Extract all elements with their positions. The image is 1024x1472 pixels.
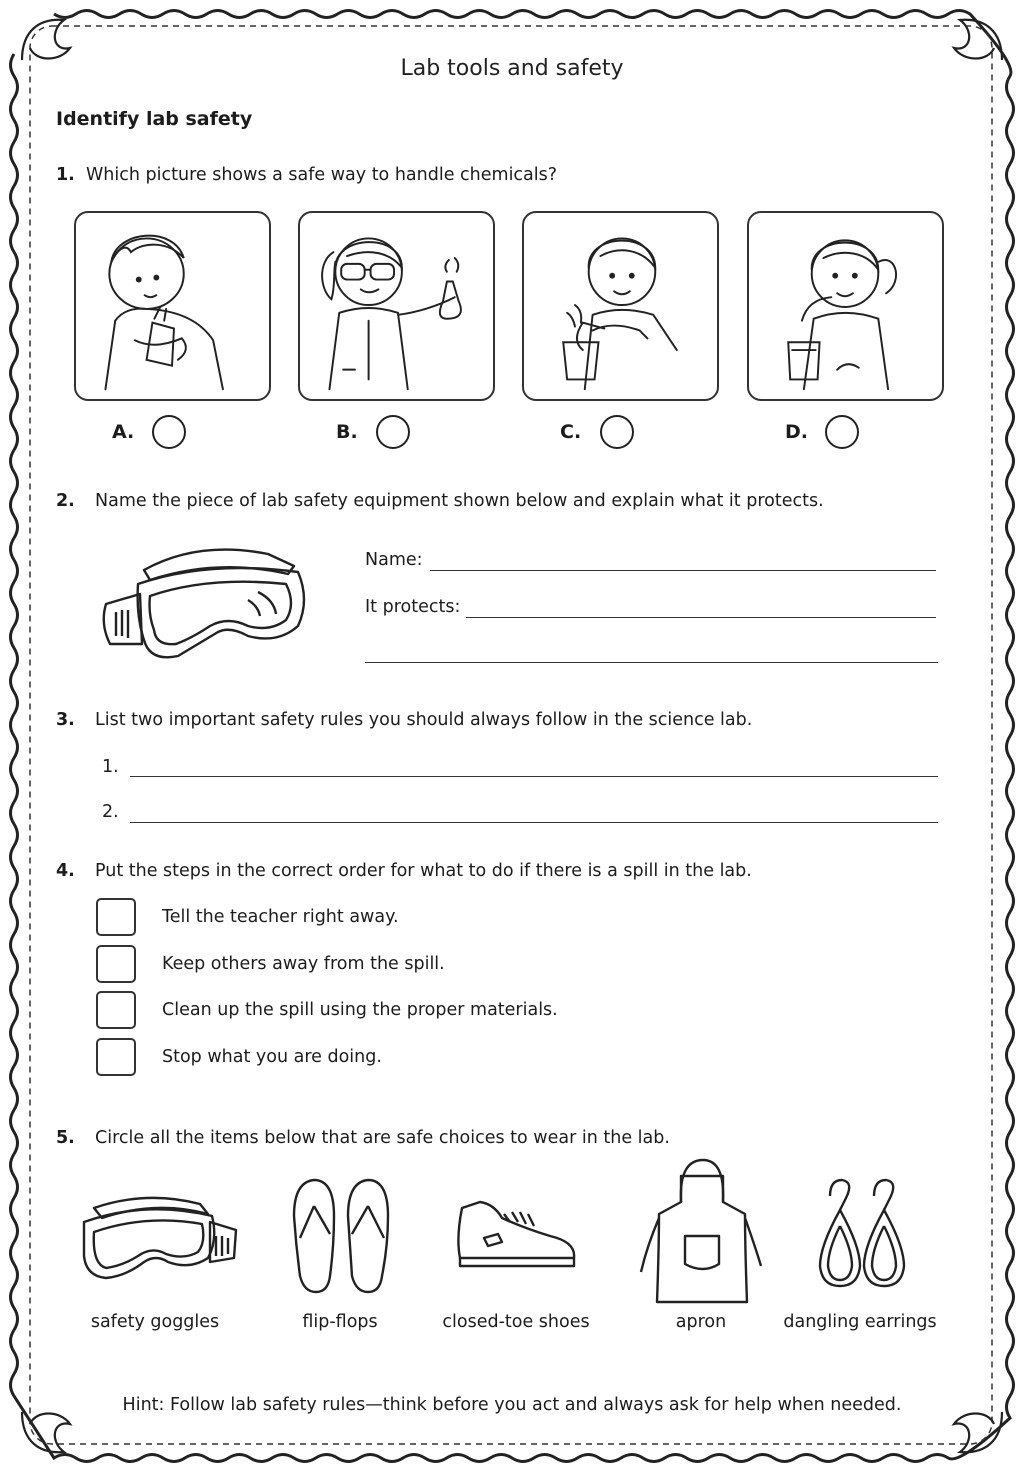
order-box-1[interactable] bbox=[96, 898, 136, 936]
step-text: Tell the teacher right away. bbox=[162, 907, 399, 927]
rule-line-label-1: 1. bbox=[102, 757, 119, 777]
rule-answer-line-2[interactable] bbox=[130, 822, 938, 823]
protects-label: It protects: bbox=[365, 597, 461, 617]
picture-d-girl-tasting-chemical bbox=[747, 211, 944, 401]
order-box-3[interactable] bbox=[96, 991, 136, 1029]
question-4 bbox=[56, 861, 752, 881]
page-title: Lab tools and safety bbox=[400, 56, 624, 81]
name-label: Name: bbox=[365, 550, 423, 570]
option-letter: D. bbox=[785, 421, 808, 443]
question-5 bbox=[56, 1128, 670, 1148]
option-d bbox=[785, 414, 859, 450]
option-c bbox=[560, 414, 634, 450]
question-1 bbox=[56, 165, 557, 185]
question-2 bbox=[56, 491, 824, 511]
rule-answer-line-1[interactable] bbox=[130, 776, 938, 777]
question-number: 4. bbox=[56, 861, 75, 881]
question-3 bbox=[56, 710, 752, 730]
name-answer-line[interactable] bbox=[430, 570, 936, 571]
goggles-icon bbox=[98, 540, 310, 664]
section-heading: Identify lab safety bbox=[56, 108, 253, 130]
question-text: Circle all the items below that are safe choices to wear in the lab. bbox=[95, 1128, 670, 1148]
answer-radio-d[interactable] bbox=[825, 415, 859, 449]
item-label: closed-toe shoes bbox=[442, 1312, 590, 1332]
protects-answer-line-2[interactable] bbox=[365, 662, 938, 663]
flip-flops-icon[interactable] bbox=[286, 1176, 396, 1294]
question-number: 3. bbox=[56, 710, 75, 730]
option-letter: A. bbox=[112, 421, 135, 443]
dangling-earrings-icon[interactable] bbox=[812, 1176, 908, 1288]
step-text: Clean up the spill using the proper materials. bbox=[162, 1000, 558, 1020]
answer-radio-c[interactable] bbox=[600, 415, 634, 449]
answer-radio-a[interactable] bbox=[152, 415, 186, 449]
question-number: 5. bbox=[56, 1128, 75, 1148]
closed-toe-shoes-icon[interactable] bbox=[454, 1198, 578, 1270]
picture-b-girl-with-goggles-holding-flask bbox=[298, 211, 495, 401]
picture-c-boy-pouring-liquid bbox=[522, 211, 719, 401]
apron-icon[interactable] bbox=[637, 1156, 767, 1306]
question-number: 1. bbox=[56, 165, 75, 185]
question-text: List two important safety rules you should always follow in the science lab. bbox=[95, 710, 753, 730]
item-label: dangling earrings bbox=[783, 1312, 937, 1332]
rule-line-label-2: 2. bbox=[102, 802, 119, 822]
item-label: flip-flops bbox=[302, 1312, 378, 1332]
option-letter: B. bbox=[336, 421, 358, 443]
option-a bbox=[112, 414, 186, 450]
option-letter: C. bbox=[560, 421, 582, 443]
step-text: Keep others away from the spill. bbox=[162, 954, 445, 974]
item-label: apron bbox=[675, 1312, 727, 1332]
question-number: 2. bbox=[56, 491, 75, 511]
picture-a-boy-sniffing-chemical bbox=[74, 211, 271, 401]
order-box-4[interactable] bbox=[96, 1038, 136, 1076]
item-label: safety goggles bbox=[90, 1312, 220, 1332]
answer-radio-b[interactable] bbox=[376, 415, 410, 449]
safety-goggles-icon[interactable] bbox=[76, 1192, 238, 1284]
step-text: Stop what you are doing. bbox=[162, 1047, 382, 1067]
order-box-2[interactable] bbox=[96, 945, 136, 983]
question-text: Which picture shows a safe way to handle chemicals? bbox=[86, 165, 558, 185]
question-text: Name the piece of lab safety equipment shown below and explain what it protects. bbox=[95, 491, 824, 511]
option-b bbox=[336, 414, 410, 450]
question-text: Put the steps in the correct order for what to do if there is a spill in the lab. bbox=[95, 861, 752, 881]
hint-text: Hint: Follow lab safety rules—think before you act and always ask for help when needed. bbox=[122, 1395, 902, 1415]
protects-answer-line[interactable] bbox=[466, 617, 936, 618]
